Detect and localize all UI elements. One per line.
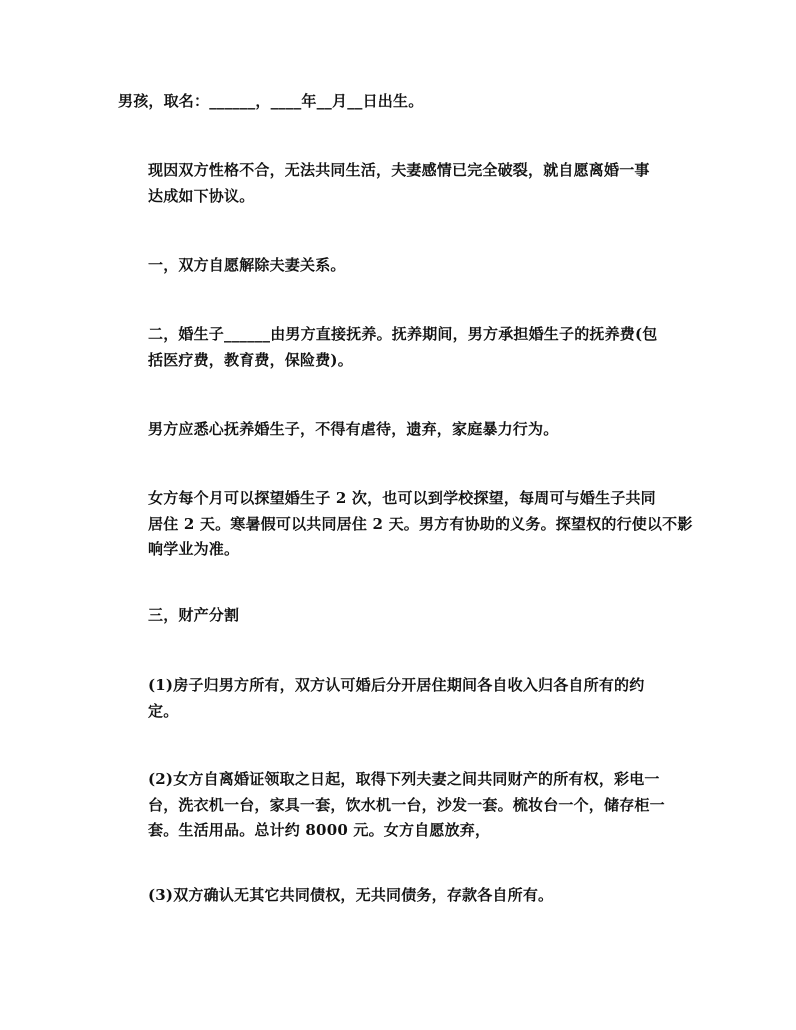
paragraph-line: 女方每个月可以探望婚生子 2 次，也可以到学校探望，每周可与婚生子共同	[148, 489, 656, 507]
paragraph-line: 达成如下协议。	[148, 186, 255, 205]
paragraph-property-3	[118, 883, 678, 909]
paragraph-property-1	[118, 673, 678, 724]
paragraph-line: 响学业为准。	[148, 540, 240, 558]
paragraph-line: 台，洗衣机一台，家具一套，饮水机一台，沙发一套。梳妆台一个，储存柜一	[148, 795, 665, 814]
paragraph-care-duty	[118, 417, 678, 443]
paragraph-line: 二，婚生子______由男方直接抚养。抚养期间，男方承担婚生子的抚养费(包	[148, 325, 658, 343]
paragraph-line: 男方应悉心抚养婚生子，不得有虐待，遗弃，家庭暴力行为。	[148, 420, 559, 438]
paragraph-clause-1	[118, 253, 678, 279]
paragraph-child-info	[118, 89, 678, 115]
paragraph-agreement-intro	[118, 158, 678, 209]
paragraph-line: 括医疗费，教育费，保险费)。	[148, 350, 353, 369]
paragraph-line: (2)女方自离婚证领取之日起，取得下列夫妻之间共同财产的所有权，彩电一	[148, 770, 660, 788]
paragraph-clause-2	[118, 322, 678, 373]
paragraph-line: 套。生活用品。总计约 8000 元。女方自愿放弃，	[148, 821, 491, 839]
paragraph-line: 现因双方性格不合，无法共同生活，夫妻感情已完全破裂，就自愿离婚一事	[148, 161, 650, 179]
paragraph-line: 三，财产分割	[148, 606, 240, 624]
paragraph-line: 定。	[148, 701, 179, 720]
paragraph-line: 男孩，取名：______，____年__月__日出生。	[118, 92, 424, 110]
paragraph-clause-3-heading	[118, 603, 678, 629]
paragraph-visitation	[118, 486, 693, 563]
paragraph-property-2	[118, 767, 678, 844]
paragraph-line: 一，双方自愿解除夫妻关系。	[148, 256, 346, 274]
paragraph-line: 居住 2 天。寒暑假可以共同居住 2 天。男方有协助的义务。探望权的行使以不影	[148, 514, 693, 533]
paragraph-line: (1)房子归男方所有，双方认可婚后分开居住期间各自收入归各自所有的约	[148, 676, 645, 694]
paragraph-line: (3)双方确认无其它共同债权，无共同债务，存款各自所有。	[148, 886, 554, 904]
